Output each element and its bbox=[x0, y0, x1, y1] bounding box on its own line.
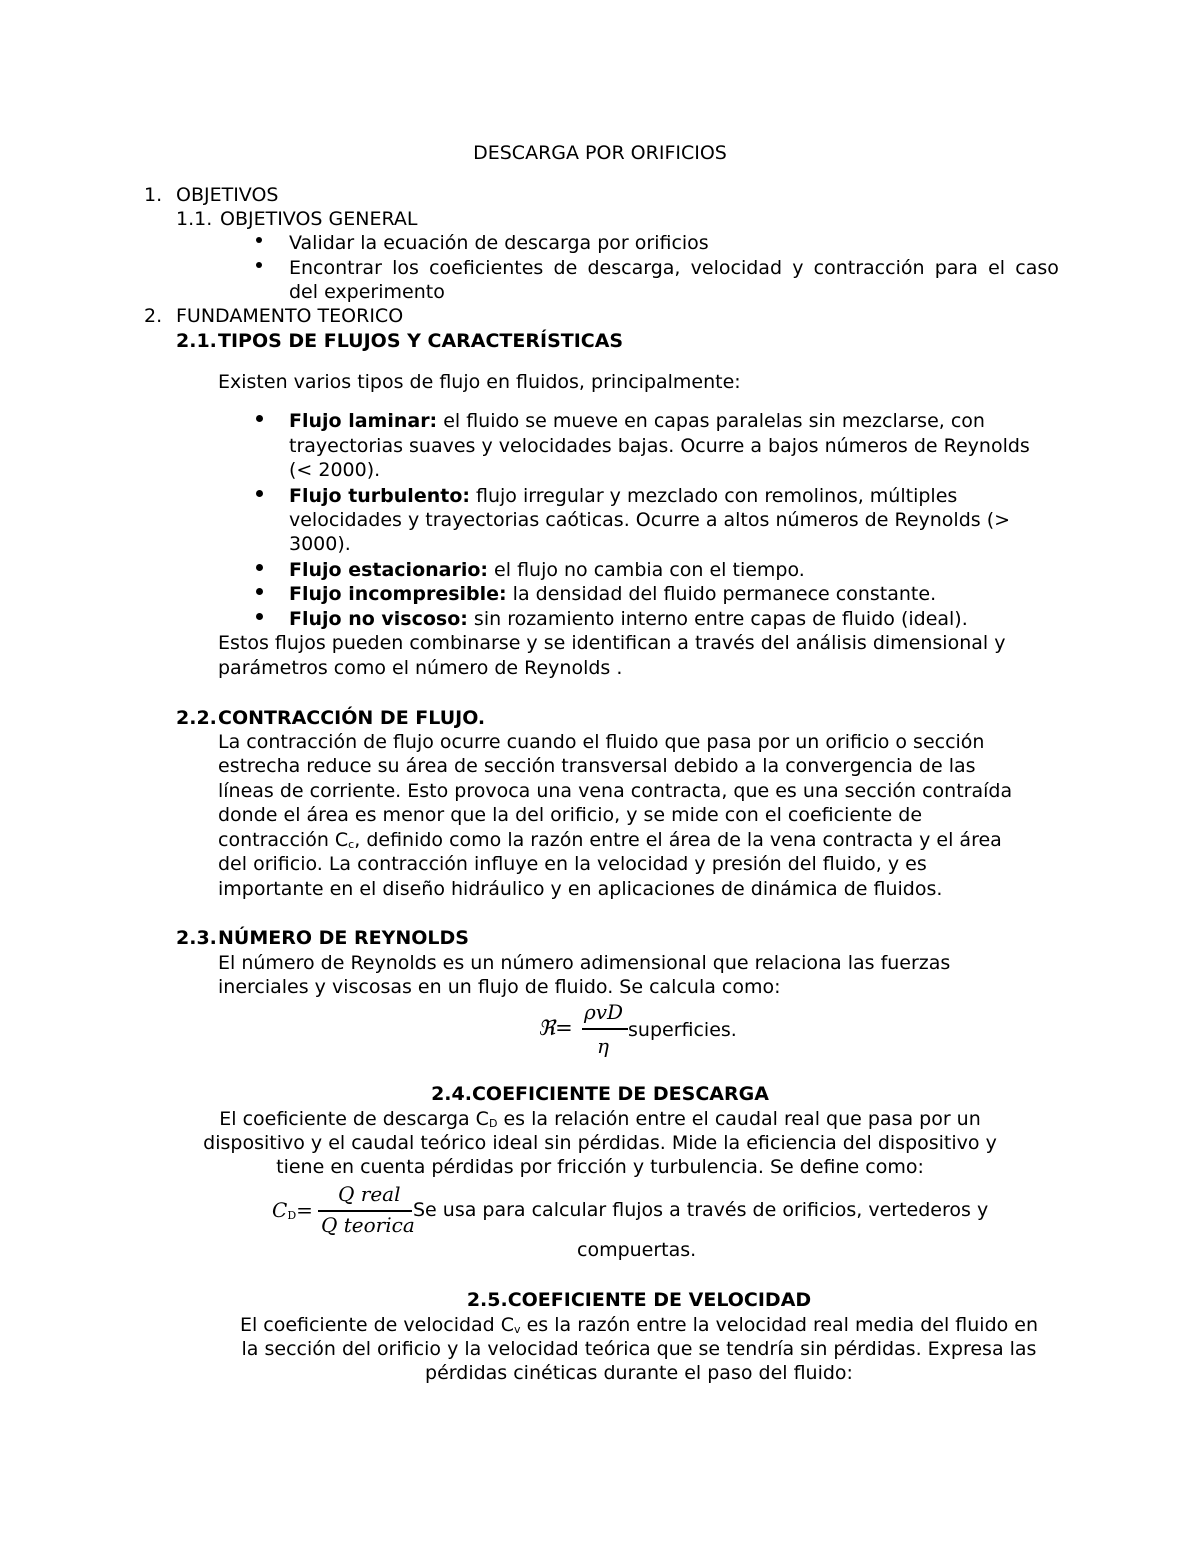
word: descarga, bbox=[587, 257, 681, 279]
bullet-icon bbox=[256, 262, 262, 268]
section-2-4-number: 2.4. bbox=[431, 1083, 472, 1105]
section-2-heading: FUNDAMENTO TEORICO bbox=[176, 305, 404, 327]
turbulent-desc: flujo irregular y mezclado con remolinos, múltiples bbox=[469, 485, 958, 507]
turbulent-term: Flujo turbulento: bbox=[289, 485, 470, 507]
section-1-1-heading: OBJETIVOS GENERAL bbox=[220, 208, 418, 230]
section-2-5-number: 2.5. bbox=[466, 1289, 508, 1311]
contraction-line-2: estrecha reduce su área de sección transversal debido a la convergencia de las bbox=[218, 755, 976, 777]
page-title: DESCARGA POR ORIFICIOS bbox=[473, 142, 727, 164]
section-2-4-title bbox=[0, 1082, 1200, 1106]
word: y bbox=[792, 257, 804, 279]
cc-subscript: c bbox=[348, 838, 355, 851]
section-2-2-heading: CONTRACCIÓN DE FLUJO. bbox=[218, 707, 486, 729]
bullet-icon bbox=[256, 415, 263, 422]
velocity-line-1-text: es la razón entre la velocidad real media del fluido en bbox=[520, 1314, 1039, 1336]
cd-equation-lhs bbox=[272, 1198, 313, 1228]
discharge-line-1-text: es la relación entre el caudal real que pasa por un bbox=[497, 1108, 981, 1130]
reynolds-symbol: ℜ= bbox=[538, 1016, 573, 1040]
cd-eq-c: C bbox=[272, 1198, 288, 1222]
flow-types-closing-1: Estos flujos pueden combinarse y se identifican a través del análisis dimensional y bbox=[218, 632, 1006, 654]
laminar-desc: el fluido se mueve en capas paralelas sin mezclarse, con bbox=[437, 410, 985, 432]
word: el bbox=[988, 257, 1006, 279]
contraction-line-5-text: , definido como la razón entre el área de la vena contracta y el área bbox=[354, 829, 1002, 851]
section-2-1-heading: TIPOS DE FLUJOS Y CARACTERÍSTICAS bbox=[218, 330, 624, 352]
section-2-1-number: 2.1. bbox=[176, 330, 217, 352]
section-2-number: 2. bbox=[144, 305, 163, 327]
cd-eq-subscript: D bbox=[287, 1209, 297, 1222]
bullet-icon bbox=[256, 237, 262, 243]
contraction-line-1: La contracción de flujo ocurre cuando el fluido que pasa por un orificio o sección bbox=[218, 731, 985, 753]
section-2-3-heading: NÚMERO DE REYNOLDS bbox=[218, 927, 469, 949]
objective-2-line-2: del experimento bbox=[289, 281, 445, 303]
velocity-line-3: pérdidas cinéticas durante el paso del fluido: bbox=[425, 1362, 853, 1384]
laminar-line-2: trayectorias suaves y velocidades bajas. Ocurre a bajos números de Reynolds bbox=[289, 435, 1030, 457]
section-1-heading: OBJETIVOS bbox=[176, 184, 279, 206]
cv-subscript: v bbox=[514, 1323, 521, 1336]
turbulent-line-3: 3000). bbox=[289, 533, 351, 555]
laminar-line-1 bbox=[289, 409, 985, 433]
cd-numerator: Q real bbox=[338, 1182, 401, 1206]
section-2-4-heading: COEFICIENTE DE DESCARGA bbox=[471, 1083, 769, 1105]
word: de bbox=[553, 257, 578, 279]
objective-2-line-1 bbox=[289, 256, 1059, 280]
cd-fraction-bar bbox=[318, 1210, 412, 1212]
word: coeficientes bbox=[429, 257, 544, 279]
inviscid-line bbox=[289, 607, 968, 631]
section-2-5-title bbox=[0, 1288, 1200, 1312]
word: contracción bbox=[813, 257, 925, 279]
contraction-line-7: importante en el diseño hidráulico y en aplicaciones de dinámica de fluidos. bbox=[218, 878, 943, 900]
section-2-5-heading: COEFICIENTE DE VELOCIDAD bbox=[507, 1289, 812, 1311]
cd-subscript: D bbox=[488, 1117, 498, 1130]
flow-types-intro: Existen varios tipos de flujo en fluidos, principalmente: bbox=[218, 371, 741, 393]
incompressible-desc: la densidad del fluido permanece constante. bbox=[506, 583, 937, 605]
cd-denominator: Q teorica bbox=[321, 1213, 415, 1237]
section-2-2-number: 2.2. bbox=[176, 707, 217, 729]
bullet-icon bbox=[256, 564, 263, 571]
incompressible-line bbox=[289, 582, 936, 606]
discharge-line-3: tiene en cuenta pérdidas por fricción y turbulencia. Se define como: bbox=[276, 1156, 924, 1178]
word: Encontrar bbox=[289, 257, 382, 279]
bullet-icon bbox=[256, 588, 263, 595]
stationary-term: Flujo estacionario: bbox=[289, 559, 489, 581]
word: para bbox=[934, 257, 978, 279]
stationary-desc: el flujo no cambia con el tiempo. bbox=[488, 559, 805, 581]
reynolds-equation-tail: superficies. bbox=[628, 1019, 737, 1041]
bullet-icon bbox=[256, 613, 263, 620]
contraction-line-6: del orificio. La contracción influye en la velocidad y presión del fluido, y es bbox=[218, 853, 927, 875]
reynolds-line-2: inerciales y viscosas en un flujo de fluido. Se calcula como: bbox=[218, 976, 781, 998]
word: velocidad bbox=[690, 257, 782, 279]
reynolds-line-1: El número de Reynolds es un número adimensional que relaciona las fuerzas bbox=[218, 952, 951, 974]
flow-types-closing-2: parámetros como el número de Reynolds . bbox=[218, 657, 623, 679]
section-2-3-number: 2.3. bbox=[176, 927, 217, 949]
discharge-line-5: compuertas. bbox=[577, 1239, 697, 1261]
inviscid-desc: sin rozamiento interno entre capas de fluido (ideal). bbox=[467, 608, 968, 630]
stationary-line bbox=[289, 558, 805, 582]
cv-symbol: El coeficiente de velocidad C bbox=[239, 1314, 515, 1336]
word: caso bbox=[1015, 257, 1059, 279]
reynolds-numerator: ρvD bbox=[584, 1000, 624, 1024]
reynolds-denominator: η bbox=[597, 1034, 609, 1058]
cd-symbol: El coeficiente de descarga C bbox=[219, 1108, 489, 1130]
cc-symbol: contracción C bbox=[218, 829, 349, 851]
inviscid-term: Flujo no viscoso: bbox=[289, 608, 468, 630]
section-1-1-number: 1.1. bbox=[176, 208, 213, 230]
reynolds-fraction-bar bbox=[582, 1028, 628, 1030]
contraction-line-3: líneas de corriente. Esto provoca una vena contracta, que es una sección contraída bbox=[218, 780, 1013, 802]
contraction-line-4: donde el área es menor que la del orificio, y se mide con el coeficiente de bbox=[218, 804, 923, 826]
turbulent-line-2: velocidades y trayectorias caóticas. Ocurre a altos números de Reynolds (> bbox=[289, 509, 1011, 531]
turbulent-line-1 bbox=[289, 484, 957, 508]
laminar-line-3: (< 2000). bbox=[289, 459, 381, 481]
word: los bbox=[392, 257, 419, 279]
discharge-line-2: dispositivo y el caudal teórico ideal sin pérdidas. Mide la eficiencia del dispositivo y bbox=[203, 1132, 997, 1154]
laminar-term: Flujo laminar: bbox=[289, 410, 438, 432]
cd-equation-tail: Se usa para calcular flujos a través de orificios, vertederos y bbox=[413, 1199, 989, 1221]
cd-eq-equals: = bbox=[296, 1198, 313, 1222]
velocity-line-2: la sección del orificio y la velocidad teórica que se tendría sin pérdidas. Expresa las bbox=[241, 1338, 1037, 1360]
incompressible-term: Flujo incompresible: bbox=[289, 583, 507, 605]
bullet-icon bbox=[256, 490, 263, 497]
objective-1: Validar la ecuación de descarga por orificios bbox=[289, 232, 709, 254]
section-1-number: 1. bbox=[144, 184, 163, 206]
